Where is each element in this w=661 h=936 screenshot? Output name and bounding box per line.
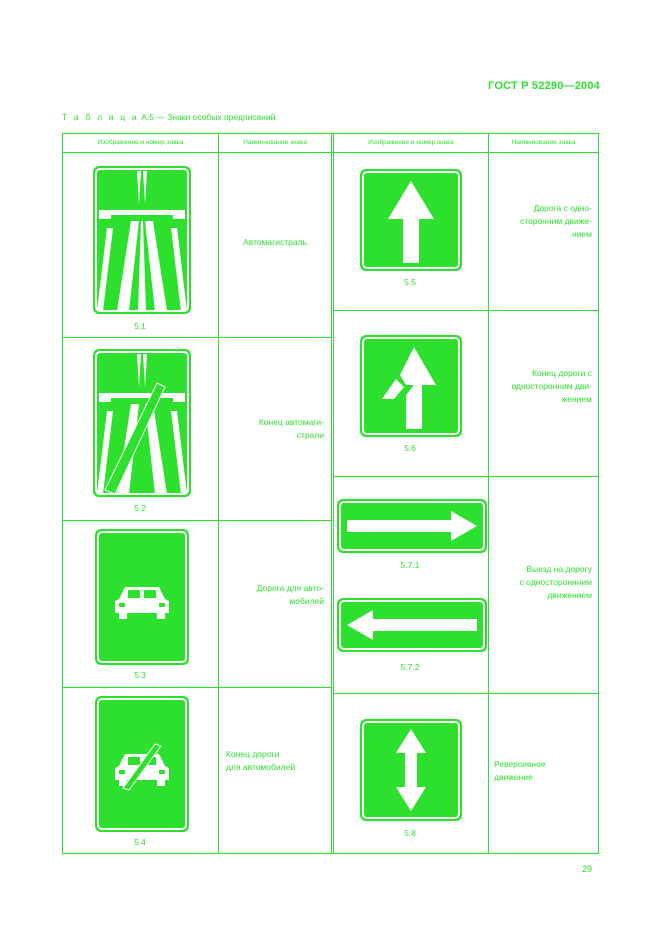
table-label: Т а б л и ц а	[62, 112, 139, 122]
sign-5-8-reversible-traffic	[360, 719, 462, 821]
column-header-image-right: Изображение и номер знака	[368, 139, 454, 146]
sign-name: Конец автомаги- страли	[258, 417, 324, 440]
sign-name: Конец дороги для автомобилей	[226, 749, 296, 772]
sign-5-7-1-exit-one-way-right	[337, 499, 487, 553]
column-header-name-right: Наименование знака	[511, 139, 576, 146]
sign-number: 5.7.2	[400, 662, 420, 672]
sign-number: 5.5	[404, 277, 416, 287]
sign-name: Конец дороги с односторонним дви- жением	[511, 368, 592, 404]
sign-5-5-one-way-road	[360, 169, 462, 271]
sign-name: Дорога для авто- мобилей	[256, 583, 324, 606]
table-caption: А.5 — Знаки особых предписаний	[141, 112, 276, 122]
sign-number: 5.3	[134, 670, 146, 680]
sign-5-3-road-for-cars	[95, 529, 189, 665]
sign-5-1-motorway	[93, 166, 191, 314]
sign-number: 5.6	[404, 443, 416, 453]
column-header-name-left: Наименование знака	[243, 139, 307, 146]
sign-number: 5.7.1	[400, 560, 420, 570]
sign-name: Выезд на дорогу с одностороннним движением	[519, 564, 592, 600]
sign-5-4-end-of-road-for-cars	[95, 696, 189, 832]
sign-name: Дорога с одно- сторонним движе- нием	[519, 203, 592, 239]
sign-5-7-2-exit-one-way-left	[337, 598, 487, 652]
sign-5-2-end-of-motorway	[93, 349, 191, 497]
sign-number: 5.4	[134, 837, 146, 847]
sign-5-6-end-of-one-way-road	[360, 335, 462, 437]
document-id: ГОСТ Р 52290—2004	[488, 80, 600, 92]
sign-number: 5.1	[134, 321, 146, 331]
sign-number: 5.2	[134, 503, 146, 513]
sign-name: Автомагистраль	[243, 237, 307, 247]
sign-number: 5.8	[404, 828, 416, 838]
sign-name: Реверсивное движение	[494, 759, 546, 782]
page-number: 29	[582, 864, 593, 874]
column-header-image-left: Изображение и номер знака	[97, 139, 184, 146]
table-title	[62, 112, 275, 122]
